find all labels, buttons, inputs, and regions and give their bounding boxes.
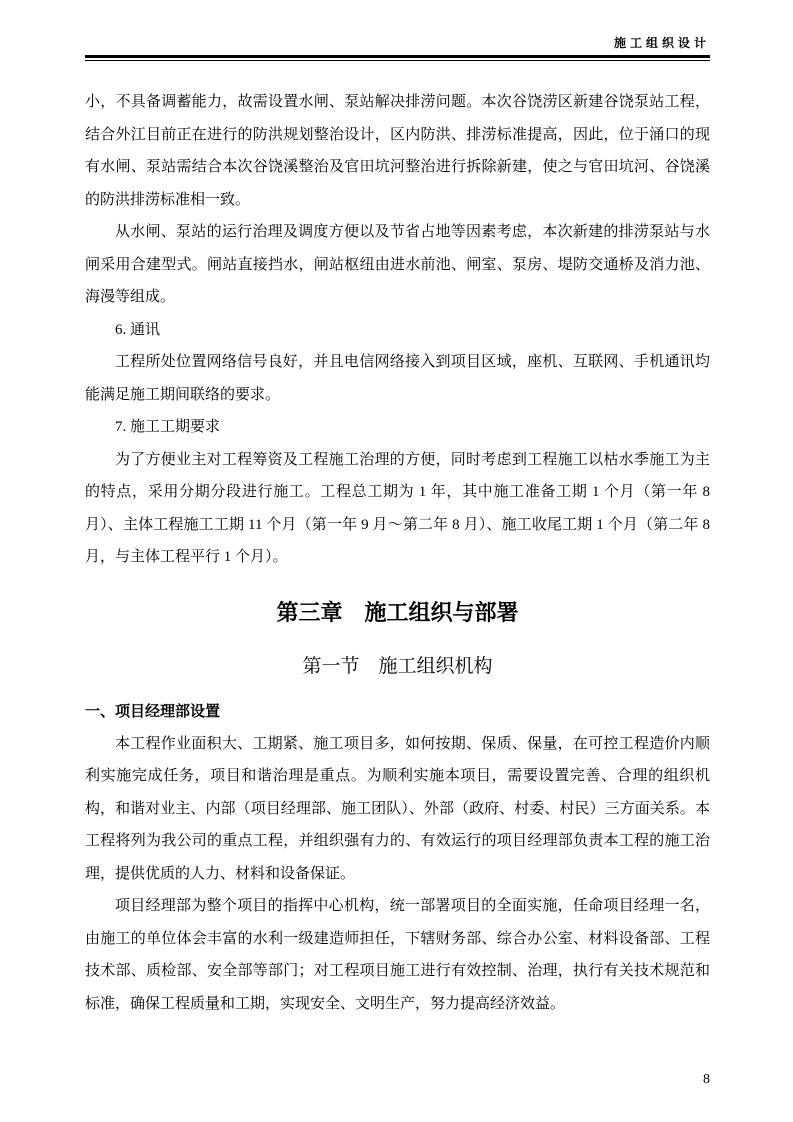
page-header	[85, 34, 710, 61]
document-body	[85, 86, 710, 1020]
header-rule	[85, 55, 710, 61]
header-title: 施工组织设计	[613, 36, 710, 50]
list-item-6-telecom: 6. 通讯	[115, 321, 161, 338]
paragraph-org-setup-1: 本工程作业面积大、工期紧、施工项目多，如何按期、保质、保量，在可控工程造价内顺利实施完成任务，项目和谐治理是重点。为顺利实施本项目，需要设置完善、合理的组织机构，和谐对业主、内部（项目经理部、施工团队）、外部（政府、村委、村民）三方面关系。本工程将列为我公司的重点工程，并组织强有力的、有效运行的项目经理部负责本工程的施工治理，提供优质的人力、材料和设备保证。	[85, 735, 710, 882]
page-number: 8	[703, 1072, 710, 1087]
paragraph-overflow: 小，不具备调蓄能力，故需设置水闸、泵站解决排涝问题。本次谷饶涝区新建谷饶泵站工程，结合外江目前正在进行的防洪规划整治设计，区内防洪、排涝标准提高，因此，位于涌口的现有水闸、泵站需结合本次谷饶溪整治及官田坑河整治进行拆除新建，使之与官田坑河、谷饶溪的防洪排涝标准相一致。	[85, 94, 710, 208]
paragraph-org-setup-2: 项目经理部为整个项目的指挥中心机构，统一部署项目的全面实施，任命项目经理一名，由施工的单位体会丰富的水利一级建造师担任，下辖财务部、综合办公室、材料设备部、工程技术部、质检部、安全部等部门；对工程项目施工进行有效控制、治理，执行有关技术规范和标准，确保工程质量和工期，实现安全、文明生产，努力提高经济效益。	[85, 898, 710, 1012]
subsection-heading: 一、项目经理部设置	[85, 702, 221, 720]
paragraph-gate-station: 从水闸、泵站的运行治理及调度方便以及节省占地等因素考虑，本次新建的排涝泵站与水闸采用合建型式。闸站直接挡水，闸站枢纽由进水前池、闸室、泵房、堤防交通桥及消力池、海漫等组成。	[85, 224, 710, 305]
section-heading: 第一节 施工组织机构	[302, 655, 493, 677]
paragraph-telecom: 工程所处位置网络信号良好，并且电信网络接入到项目区域，座机、互联网、手机通讯均能满足施工期间联络的要求。	[85, 354, 710, 403]
list-item-7-schedule: 7. 施工工期要求	[115, 419, 221, 435]
paragraph-schedule: 为了方便业主对工程筹资及工程施工治理的方便，同时考虑到工程施工以枯水季施工为主的特点，采用分期分段进行施工。工程总工期为 1 年，其中施工准备工期 1 个月（第一年 8 月）、主体工程施工工期 11 个月（第一年 9 月～第二年 8 月）、施工收尾工期 1 个月（第二年 8 月，与主体工程平行 1 个月）。	[85, 451, 710, 565]
chapter-heading: 第三章 施工组织与部署	[276, 599, 519, 625]
